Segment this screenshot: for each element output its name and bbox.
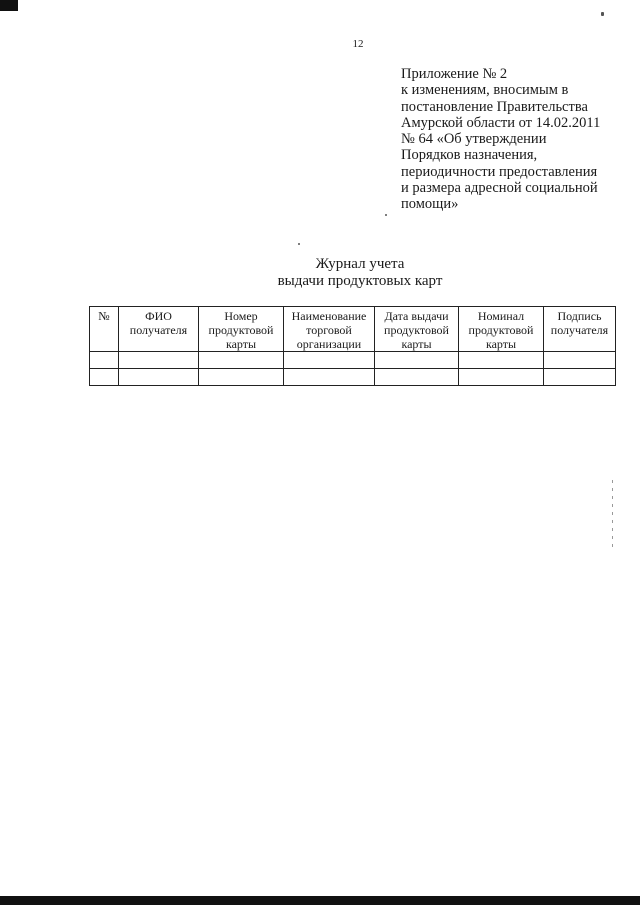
table-cell	[90, 369, 119, 386]
appendix-line: помощи»	[401, 196, 459, 213]
appendix-line: Порядков назначения,	[401, 147, 538, 164]
appendix-block	[401, 66, 636, 213]
table-cell	[459, 352, 544, 369]
appendix-line: постановление Правительства	[401, 98, 588, 115]
table-cell	[284, 352, 375, 369]
appendix-line: к изменениям, вносимым в	[401, 82, 569, 99]
appendix-line: № 64 «Об утверждении	[401, 131, 547, 148]
scan-edge-mark	[0, 0, 18, 11]
table-cell	[119, 369, 199, 386]
appendix-line: Амурской области от 14.02.2011	[401, 114, 601, 131]
header-card-nominal: Номинал продуктовой карты	[459, 307, 544, 352]
table-header-row	[90, 307, 616, 352]
table-cell	[199, 369, 284, 386]
table-row	[90, 352, 616, 369]
table-cell	[199, 352, 284, 369]
table-cell	[375, 369, 459, 386]
page-number: 12	[352, 38, 364, 50]
appendix-line: периодичности предоставления	[401, 163, 598, 180]
header-number: №	[90, 307, 119, 352]
header-recipient-name: ФИО получателя	[119, 307, 199, 352]
scan-speck	[298, 243, 300, 245]
header-recipient-signature: Подпись получателя	[544, 307, 616, 352]
scan-bottom-edge	[0, 896, 640, 905]
scan-speck	[601, 12, 604, 16]
appendix-line: и размера адресной социальной	[401, 180, 598, 197]
table-cell	[375, 352, 459, 369]
table-cell	[459, 369, 544, 386]
appendix-line: Приложение № 2	[401, 66, 508, 82]
header-trade-organization: Наименование торговой организации	[284, 307, 375, 352]
table-cell	[284, 369, 375, 386]
table-cell	[90, 352, 119, 369]
table-cell	[544, 369, 616, 386]
table-cell	[119, 352, 199, 369]
header-card-number: Номер продуктовой карты	[199, 307, 284, 352]
document-title: Журнал учета	[315, 256, 405, 272]
header-issue-date: Дата выдачи продуктовой карты	[375, 307, 459, 352]
scan-speck	[385, 214, 387, 216]
journal-table	[89, 306, 616, 386]
table-cell	[544, 352, 616, 369]
table-row	[90, 369, 616, 386]
document-subtitle: выдачи продуктовых карт	[277, 273, 443, 289]
scan-margin-dots	[612, 480, 613, 550]
